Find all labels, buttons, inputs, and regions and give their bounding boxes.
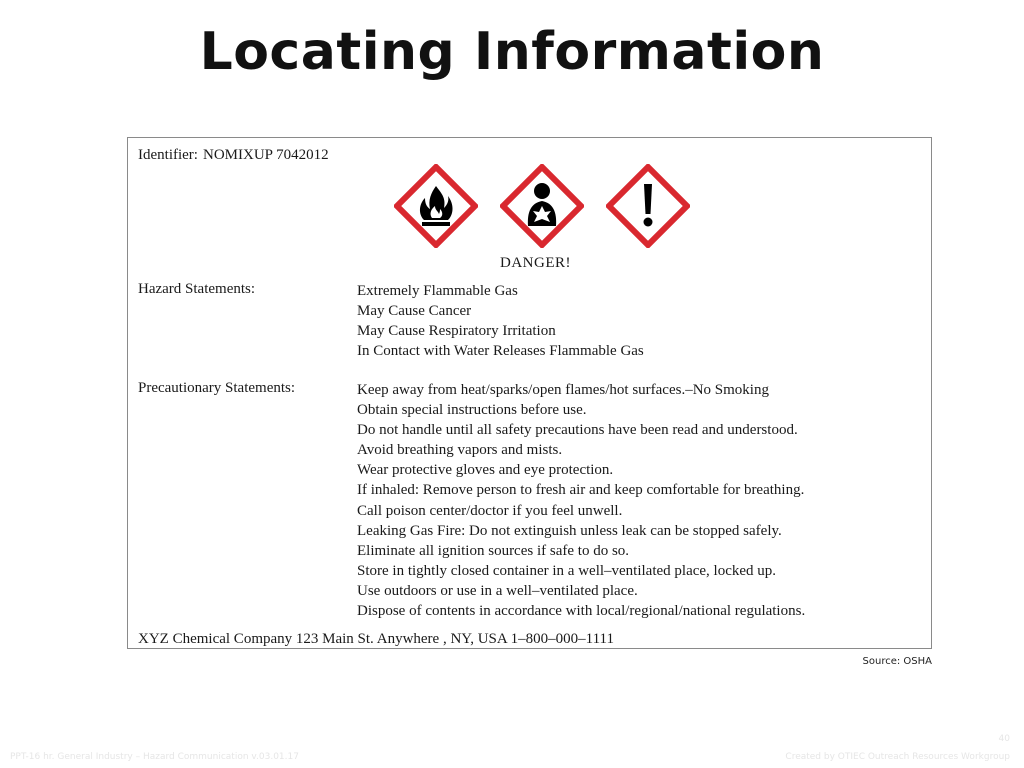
- hazard-statements-list: [357, 281, 644, 361]
- precautionary-statement: Avoid breathing vapors and mists.: [357, 442, 563, 459]
- identifier-line: [138, 147, 329, 164]
- precautionary-statement: Eliminate all ignition sources if safe to do so.: [357, 542, 630, 559]
- precautionary-statement: Obtain special instructions before use.: [357, 402, 587, 419]
- precautionary-statement: Dispose of contents in accordance with local/regional/national regulations.: [357, 603, 806, 620]
- sds-label-image: [127, 137, 932, 649]
- precautionary-statements-label: Precautionary Statements:: [138, 380, 296, 396]
- precautionary-statement: Keep away from heat/sparks/open flames/hot surfaces.–No Smoking: [357, 382, 769, 398]
- precautionary-statement: Store in tightly closed container in a well–ventilated place, locked up.: [357, 562, 777, 579]
- precautionary-statement: Do not handle until all safety precautions have been read and understood.: [357, 422, 798, 439]
- identifier-label: Identifier:: [138, 147, 198, 163]
- hazard-statement: In Contact with Water Releases Flammable Gas: [357, 343, 644, 359]
- slide-title: Locating Information: [199, 22, 825, 82]
- pictogram-row: [394, 164, 690, 248]
- identifier-value: NOMIXUP 7042012: [202, 147, 329, 163]
- company-info: XYZ Chemical Company 123 Main St. Anywhere , NY, USA 1–800–000–1111: [138, 631, 614, 647]
- signal-word: DANGER!: [500, 255, 571, 271]
- hazard-statement: May Cause Cancer: [357, 303, 472, 319]
- precautionary-statement: Use outdoors or use in a well–ventilated place.: [357, 582, 638, 599]
- hazard-statement: May Cause Respiratory Irritation: [357, 323, 556, 339]
- precautionary-statements-list: [357, 380, 805, 621]
- footer-credit: Created by OTIEC Outreach Resources Workgroup: [785, 752, 1010, 762]
- precautionary-statement: Wear protective gloves and eye protection.: [357, 462, 614, 479]
- hazard-statements-label: Hazard Statements:: [138, 281, 256, 297]
- precautionary-statement: If inhaled: Remove person to fresh air and keep comfortable for breathing.: [357, 482, 805, 499]
- flame-pictogram-icon: [394, 164, 478, 248]
- hazard-statement: Extremely Flammable Gas: [357, 283, 518, 299]
- precautionary-statement: Leaking Gas Fire: Do not extinguish unless leak can be stopped safely.: [357, 522, 782, 539]
- source-caption: Source: OSHA: [862, 656, 932, 667]
- footer-course-info: PPT-16 hr. General Industry – Hazard Communication v.03.01.17: [10, 752, 299, 762]
- health-hazard-pictogram-icon: [500, 164, 584, 248]
- exclamation-mark-pictogram-icon: [606, 164, 690, 248]
- page-number: 40: [998, 734, 1010, 744]
- precautionary-statement: Call poison center/doctor if you feel unwell.: [357, 502, 623, 519]
